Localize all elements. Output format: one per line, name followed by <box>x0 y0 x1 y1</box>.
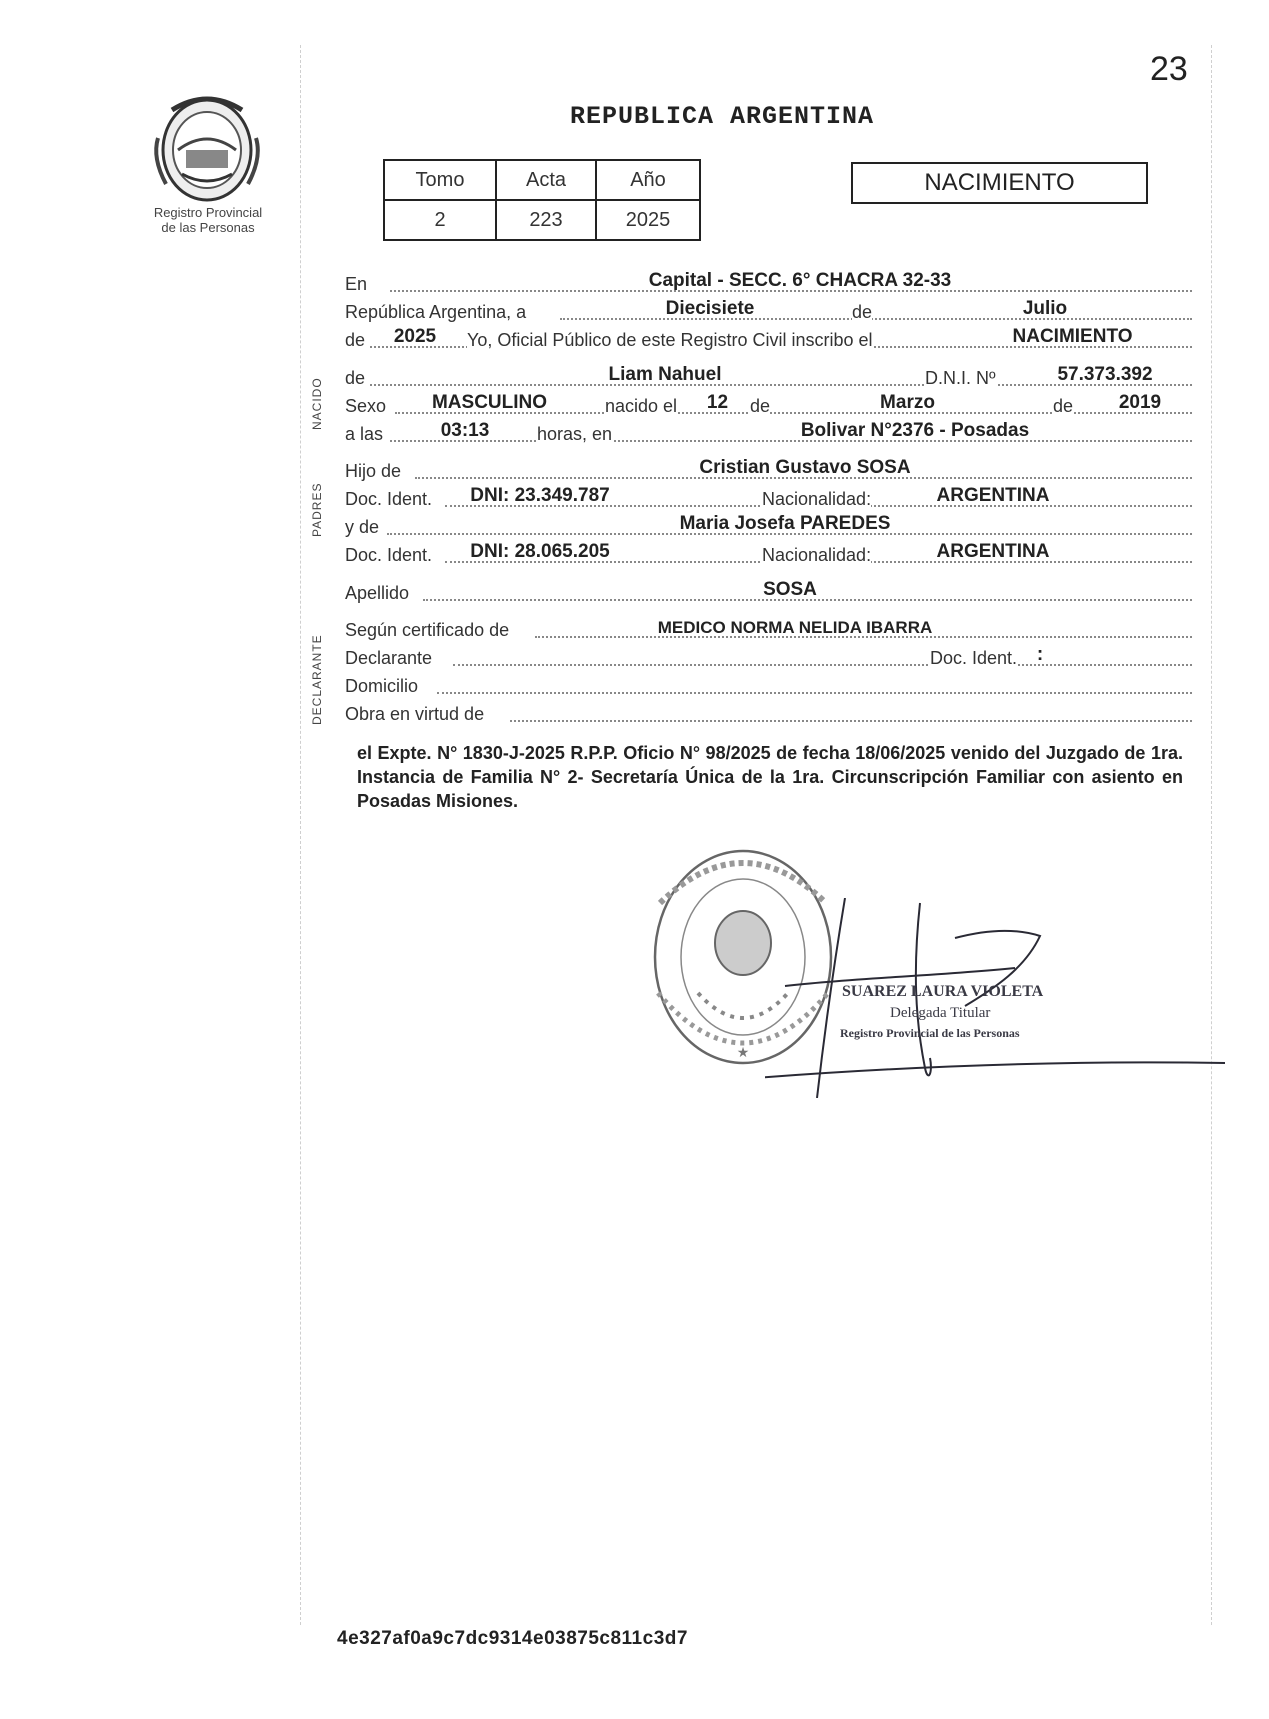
header-tomo: Tomo <box>384 160 496 200</box>
page-number: 23 <box>1150 50 1188 88</box>
value-anio-inscripcion: 2025 <box>393 326 437 347</box>
value-sexo: MASCULINO <box>431 392 548 413</box>
value-tomo: 2 <box>384 200 496 240</box>
row-padre <box>345 457 1192 485</box>
label-apellido: Apellido <box>345 583 410 603</box>
row-doc-padre <box>345 485 1192 513</box>
document-hash: 4e327af0a9c7dc9314e03875c811c3d7 <box>337 1628 688 1649</box>
label-obra-en-virtud: Obra en virtud de <box>345 704 485 724</box>
value-doc-padre: DNI: 23.349.787 <box>470 485 610 506</box>
row-domicilio <box>345 672 1192 700</box>
value-anio: 2025 <box>596 200 700 240</box>
value-lugar-inscripcion: Capital - SECC. 6° CHACRA 32-33 <box>648 270 952 291</box>
side-label-declarante: DECLARANTE <box>310 634 324 725</box>
value-certificado: MEDICO NORMA NELIDA IBARRA <box>657 618 933 637</box>
row-sexo <box>345 392 1192 420</box>
value-nacionalidad-madre: ARGENTINA <box>936 541 1050 562</box>
value-madre: Maria Josefa PAREDES <box>679 513 891 534</box>
value-nac-mes: Marzo <box>880 392 935 413</box>
label-de-nac-mes: de <box>750 396 771 416</box>
label-republica: República Argentina, a <box>345 302 527 322</box>
seal-caption <box>128 205 288 235</box>
row-certificado <box>345 616 1192 644</box>
label-y-de: y de <box>345 517 380 537</box>
label-a-las: a las <box>345 424 384 444</box>
header-anio: Año <box>596 160 700 200</box>
doc-type-badge: NACIMIENTO <box>851 162 1148 204</box>
row-apellido <box>345 579 1192 607</box>
row-madre <box>345 513 1192 541</box>
label-horas-en: horas, en <box>537 424 613 444</box>
value-doc-madre: DNI: 28.065.205 <box>470 541 610 562</box>
value-nacionalidad-padre: ARGENTINA <box>936 485 1050 506</box>
registry-table <box>383 159 701 241</box>
header-acta: Acta <box>496 160 596 200</box>
label-declarante: Declarante <box>345 648 433 668</box>
value-nac-dia: 12 <box>706 392 729 413</box>
value-mes: Julio <box>1022 298 1068 319</box>
label-segun-certificado: Según certificado de <box>345 620 510 640</box>
label-doc-padre: Doc. Ident. <box>345 489 433 509</box>
value-hora: 03:13 <box>440 420 490 441</box>
side-label-padres: PADRES <box>310 482 324 537</box>
value-lugar-nacimiento: Bolivar N°2376 - Posadas <box>800 420 1030 441</box>
page-title: REPUBLICA ARGENTINA <box>570 102 875 131</box>
label-de-anio: de <box>345 330 366 350</box>
label-doc-declarante: Doc. Ident. <box>930 648 1018 668</box>
right-rule-line <box>1211 45 1212 1625</box>
label-doc-madre: Doc. Ident. <box>345 545 433 565</box>
row-declarante <box>345 644 1192 672</box>
value-inscribo: NACIMIENTO <box>1012 326 1133 347</box>
signatory-org: Registro Provincial de las Personas <box>840 1026 1020 1040</box>
label-nacionalidad-padre: Nacionalidad: <box>762 489 872 509</box>
row-hora <box>345 420 1192 448</box>
label-en: En <box>345 274 368 294</box>
expediente-note: el Expte. N° 1830-J-2025 R.P.P. Oficio N° 98/2025 de fecha 18/06/2025 venido del Juzgado de 1ra. Instancia de Familia N° 2- Secretaría Única de la 1ra. Circunscripción Familiar con asiento en Posadas Misiones. <box>357 743 1183 811</box>
label-de-nac-anio: de <box>1053 396 1074 416</box>
label-hijo-de: Hijo de <box>345 461 402 481</box>
row-nombre <box>345 364 1192 392</box>
value-doc-declarante: : <box>1036 644 1044 665</box>
row-obra-en-virtud <box>345 700 1192 728</box>
label-dni: D.N.I. Nº <box>925 368 996 388</box>
row-doc-madre <box>345 541 1192 569</box>
value-padre: Cristian Gustavo SOSA <box>699 457 911 478</box>
signatory-name: SUAREZ LAURA VIOLETA <box>842 983 1044 1000</box>
value-dni: 57.373.392 <box>1057 364 1153 385</box>
row-en <box>345 270 1192 298</box>
seal-caption-line2: de las Personas <box>161 220 255 235</box>
value-nac-anio: 2019 <box>1118 392 1162 413</box>
value-dia: Diecisiete <box>665 298 755 319</box>
signatory-role: Delegada Titular <box>890 1005 991 1021</box>
side-label-nacido: NACIDO <box>310 377 324 430</box>
row-inscripcion <box>345 326 1192 354</box>
label-nacionalidad-madre: Nacionalidad: <box>762 545 872 565</box>
value-acta: 223 <box>496 200 596 240</box>
label-oficial: Yo, Oficial Público de este Registro Civil inscribo el <box>467 330 873 350</box>
seal-caption-line1: Registro Provincial <box>153 205 263 220</box>
label-domicilio: Domicilio <box>345 676 419 696</box>
label-nacido-el: nacido el <box>605 396 678 416</box>
misiones-coat-of-arms-icon <box>148 88 266 206</box>
svg-text:★: ★ <box>736 1044 750 1060</box>
label-de-nombre: de <box>345 368 366 388</box>
left-rule-line <box>300 45 301 1625</box>
label-sexo: Sexo <box>345 396 387 416</box>
label-de-mes: de <box>852 302 873 322</box>
value-nombre: Liam Nahuel <box>608 364 722 385</box>
row-fecha <box>345 298 1192 326</box>
value-apellido: SOSA <box>763 579 817 600</box>
